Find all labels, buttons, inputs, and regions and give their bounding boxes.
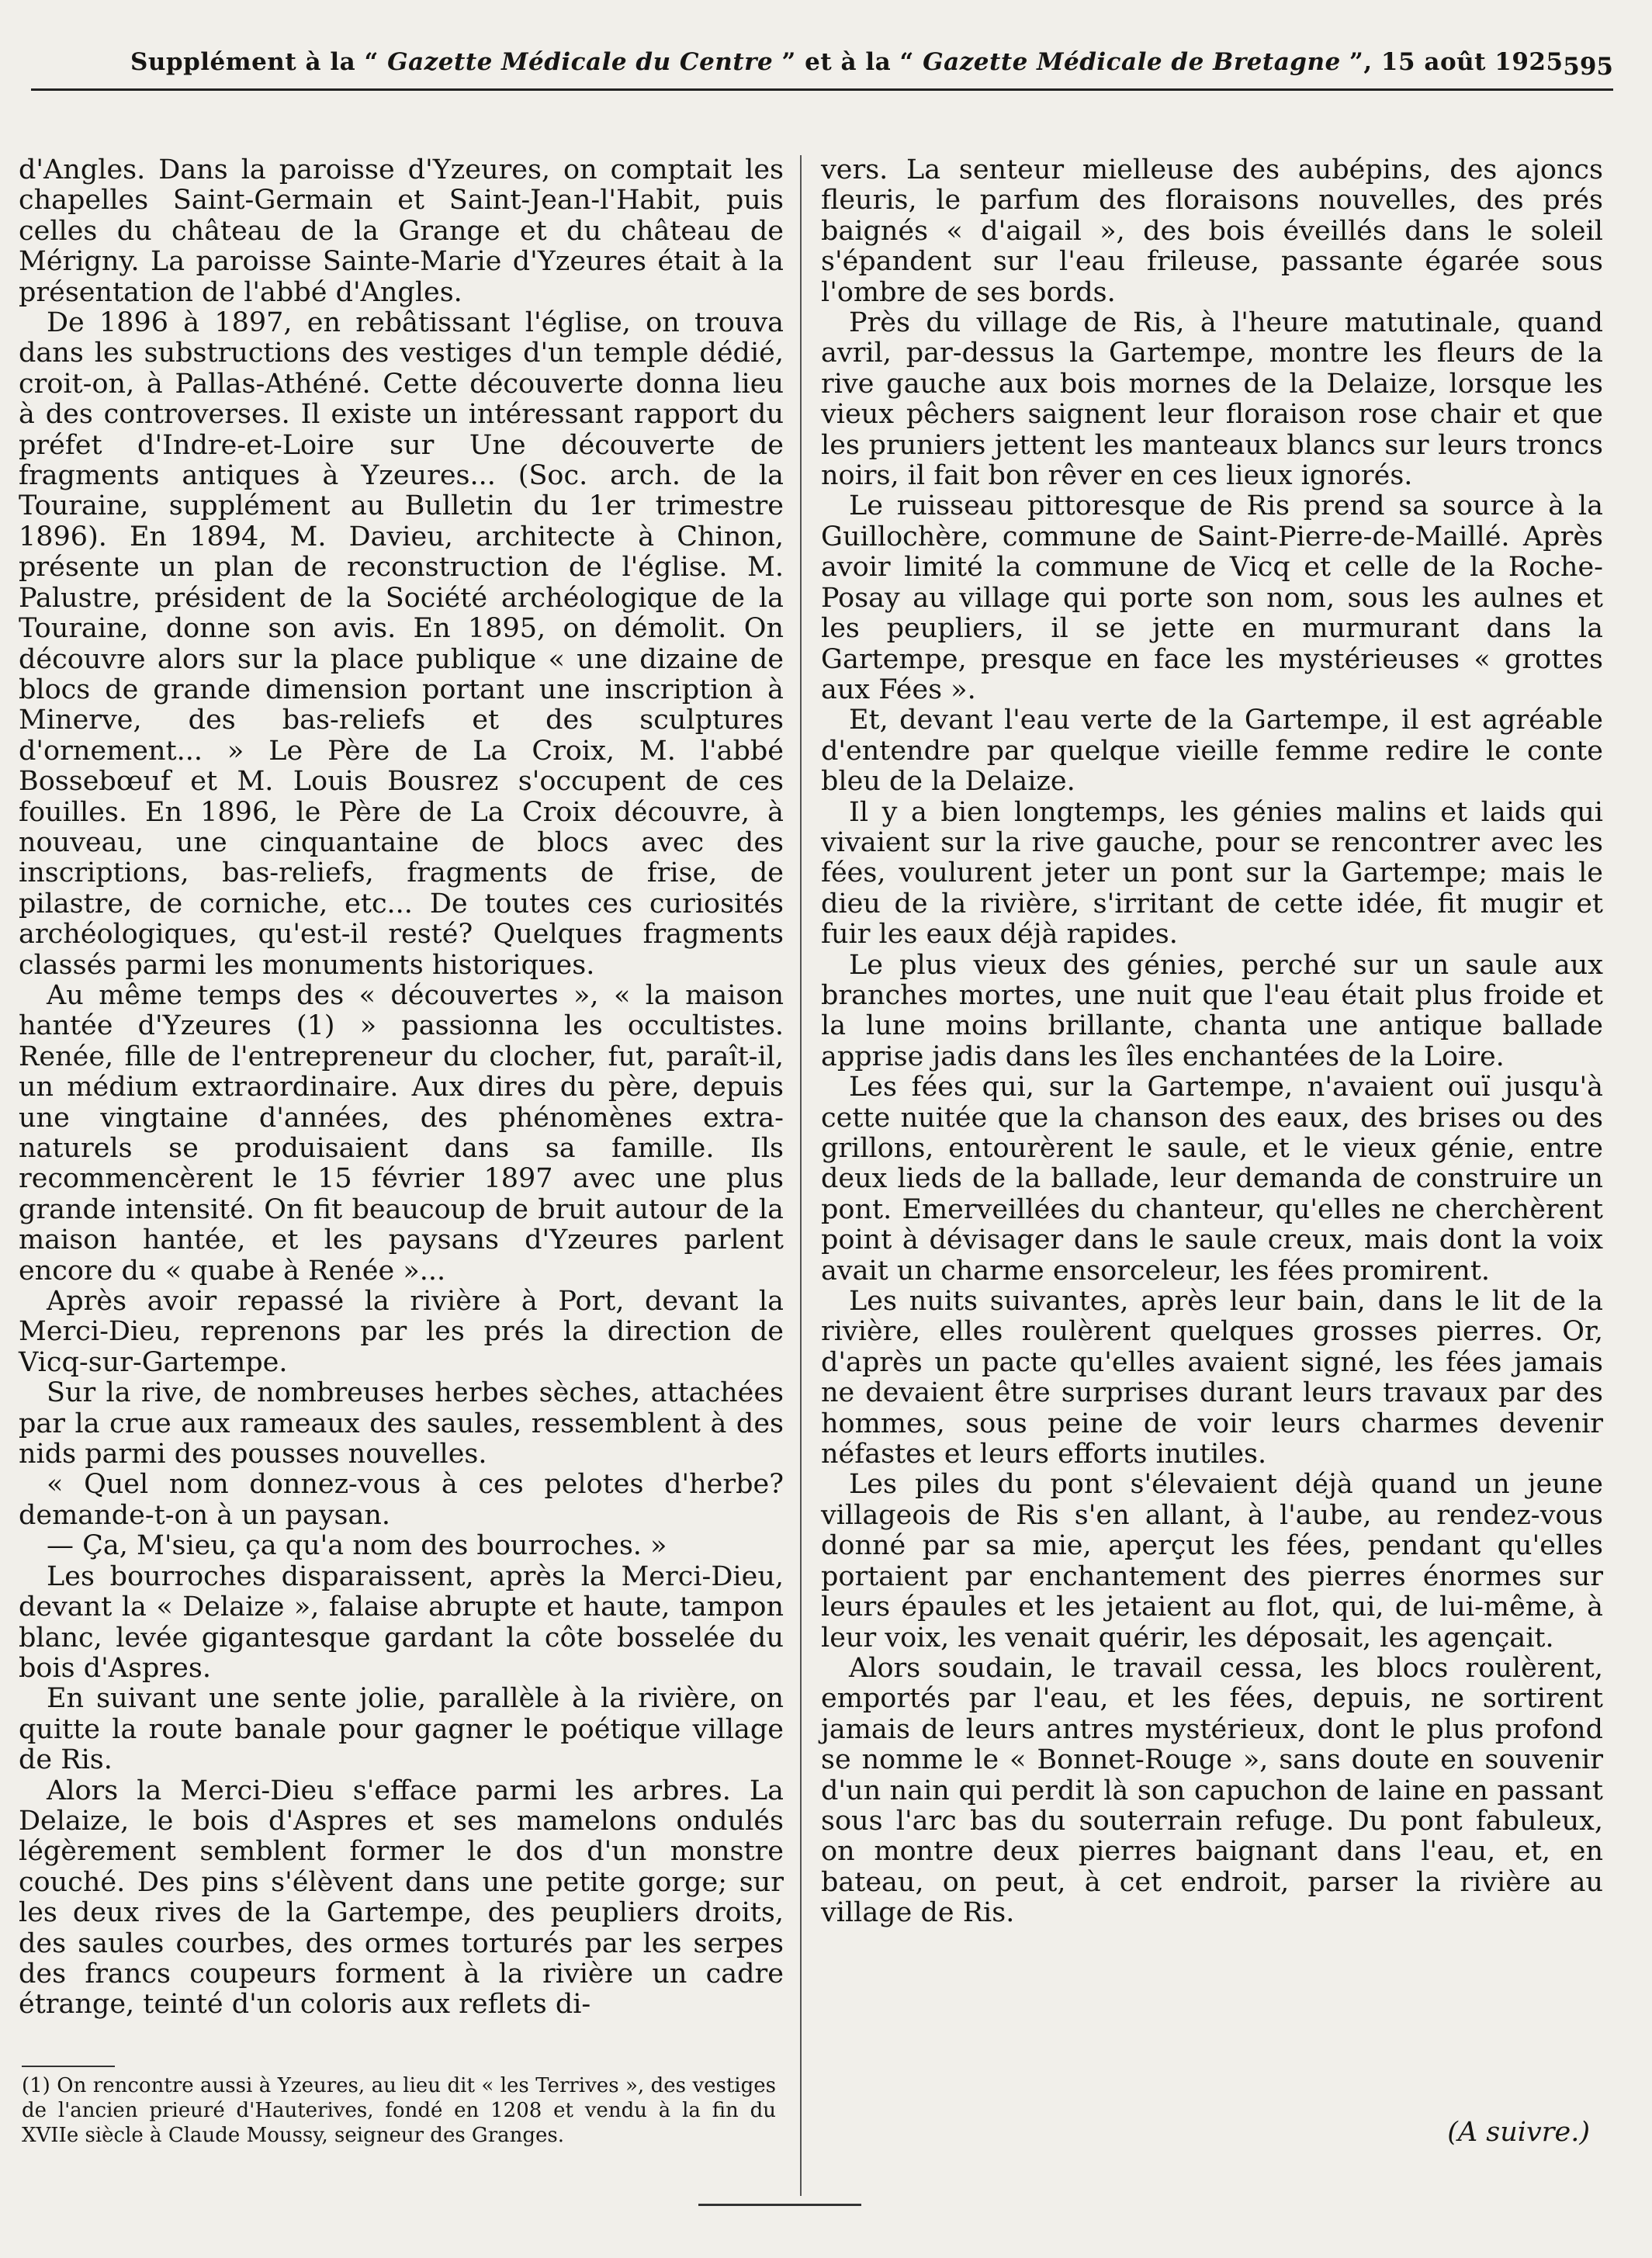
paragraph: Les nuits suivantes, après leur bain, dans le lit de la rivière, elles roulèrent quelques grosses pierres. Or, d'après un pacte qu'elles avaient signé, les fées jamais ne devaient être surprises durant leurs travaux par des hommes, sous peine de voir leurs charmes devenir néfastes et leurs efforts inutiles. [821,1286,1603,1470]
paragraph: d'Angles. Dans la paroisse d'Yzeures, on comptait les chapelles Saint-Germain et Saint-Jean-l'Habit, puis celles du château de la Grange et du château de Mérigny. La paroisse Sainte-Marie d'Yzeures était à la présentation de l'abbé d'Angles. [19,154,784,308]
footnote: (1) On rencontre aussi à Yzeures, au lieu dit « les Terrives », des vestiges de l'ancien prieuré d'Hauterives, fondé en 1208 et vendu à la fin du XVIIe siècle à Claude Moussy, seigneur des Granges. [22,2074,776,2147]
paragraph: Au même temps des « découvertes », « la maison hantée d'Yzeures (1) » passionna les occultistes. Renée, fille de l'entrepreneur du clocher, fut, paraît-il, un médium extraordinaire. Aux dires du père, depuis une vingtaine d'années, des phénomènes extra-naturels se produisaient dans sa famille. Ils recommencèrent le 15 février 1897 avec une plus grande intensité. On fit beaucoup de bruit autour de la maison hantée, et les paysans d'Yzeures parlent encore du « quabe à Renée »... [19,979,784,1287]
left-column [19,155,784,2021]
paragraph: Les bourroches disparaissent, après la Merci-Dieu, devant la « Delaize », falaise abrupte et haute, tampon blanc, levée gigantesque gardant la côte bosselée du bois d'Aspres. [19,1560,784,1684]
continuation-note: (A suivre.) [1447,2117,1590,2148]
paragraph: Alors la Merci-Dieu s'efface parmi les arbres. La Delaize, le bois d'Aspres et ses mamelons ondulés légèrement semblent former le dos d'un monstre couché. Des pins s'élèvent dans une petite gorge; sur les deux rives de la Gartempe, des peupliers droits, des saules courbes, des ormes torturés par les serpes des francs coupeurs forment à la rivière un cadre étrange, teinté d'un coloris aux reflets di- [19,1775,784,2021]
journal-name-bretagne: Gazette Médicale de Bretagne [923,48,1341,76]
paragraph: — Ça, M'sieu, ça qu'a nom des bourroches. » [47,1530,667,1562]
paragraph: Près du village de Ris, à l'heure matutinale, quand avril, par-dessus la Gartempe, montre les fleurs de la rive gauche aux bois mornes de la Delaize, lorsque les vieux pêchers saignent leur floraison rose chair et que les pruniers jettent les manteaux blancs sur leurs troncs noirs, il fait bon rêver en ces lieux ignorés. [821,307,1603,492]
paragraph: De 1896 à 1897, en rebâtissant l'église, on trouva dans les substructions des vestiges d'un temple dédié, croit-on, à Pallas-Athéné. Cette découverte donna lieu à des controverses. Il existe un intéressant rapport du préfet d'Indre-et-Loire sur Une découverte de fragments antiques à Yzeures... (Soc. arch. de la Touraine, supplément au Bulletin du 1er trimestre 1896). En 1894, M. Davieu, architecte à Chinon, présente un plan de reconstruction de l'église. M. Palustre, président de la Société archéologique de la Touraine, donne son avis. En 1895, on démolit. On découvre alors sur la place publique « une dizaine de blocs de grande dimension portant une inscription à Minerve, des bas-reliefs et des sculptures d'ornement... » Le Père de La Croix, M. l'abbé Bossebœuf et M. Louis Bousrez s'occupent de ces fouilles. En 1896, le Père de La Croix découvre, à nouveau, une cinquantaine de blocs avec des inscriptions, bas-reliefs, fragments de frise, de pilastre, de corniche, etc... De toutes ces curiosités archéologiques, qu'est-il resté? Quelques fragments classés parmi les monuments historiques. [19,307,784,981]
journal-name-centre: Gazette Médicale du Centre [387,48,774,76]
page-number: 595 [1563,53,1613,81]
paragraph: Le ruisseau pittoresque de Ris prend sa source à la Guillochère, commune de Saint-Pierre-de-Maillé. Après avoir limité la commune de Vicq et celle de la Roche-Posay au village qui porte son nom, sous les aulnes et les peupliers, il se jette en murmurant dans la Gartempe, presque en face les mystérieuses « grottes aux Fées ». [821,490,1603,705]
paragraph: Le plus vieux des génies, perché sur un saule aux branches mortes, une nuit que l'eau était plus froide et la lune moins brillante, chanta une antique ballade apprise jadis dans les îles enchantées de la Loire. [821,949,1603,1072]
paragraph: Sur la rive, de nombreuses herbes sèches, attachées par la crue aux rameaux des saules, ressemblent à des nids parmi des pousses nouvelles. [19,1377,784,1470]
running-header [31,48,1613,93]
paragraph: Il y a bien longtemps, les génies malins et laids qui vivaient sur la rive gauche, pour se rencontrer avec les fées, voulurent jeter un pont sur la Gartempe; mais le dieu de la rivière, s'irritant de cette idée, fit mugir et fuir les eaux déjà rapides. [821,796,1603,951]
column-divider [800,155,802,2196]
paragraph: Et, devant l'eau verte de la Gartempe, il est agréable d'entendre par quelque vieille femme redire le conte bleu de la Delaize. [821,705,1603,798]
footnote-rule [22,2066,115,2067]
paragraph: Alors soudain, le travail cessa, les blocs roulèrent, emportés par l'eau, et les fées, depuis, ne sortirent jamais de leurs antres mystérieux, dont le plus profond se nomme le « Bonnet-Rouge », sans doute en souvenir d'un nain qui perdit là son capuchon de laine en passant sous l'arc bas du souterrain refuge. Du pont fabuleux, on montre deux pierres baignant dans l'eau, et, en bateau, on peut, à cet endroit, parser la rivière au village de Ris. [821,1652,1603,1929]
paragraph: Les fées qui, sur la Gartempe, n'avaient ouï jusqu'à cette nuitée que la chanson des eaux, des brises ou des grillons, entourèrent le saule, et le vieux génie, entre deux lieds de la ballade, leur demanda de construire un pont. Emerveillées du chanteur, qu'elles ne cherchèrent point à dévisager dans le saule creux, mais dont la voix avait un charme ensorceleur, les fées promirent. [821,1072,1603,1287]
paragraph: vers. La senteur mielleuse des aubépins, des ajoncs fleuris, le parfum des floraisons nouvelles, des prés baignés « d'aigail », des bois éveillés dans le soleil s'épandent sur l'eau frileuse, passante égarée sous l'ombre de ses bords. [821,154,1603,308]
paragraph: En suivant une sente jolie, parallèle à la rivière, on quitte la route banale pour gagner le poétique village de Ris. [19,1683,784,1776]
header-rule [31,88,1613,91]
paragraph: « Quel nom donnez-vous à ces pelotes d'herbe? demande-t-on à un paysan. [19,1469,784,1531]
paragraph: Les piles du pont s'élevaient déjà quand un jeune villageois de Ris s'en allant, à l'aube, au rendez-vous donné par sa mie, aperçut les fées, pendant qu'elles portaient par enchantement des pierres énormes sur leurs épaules et les jetaient au flot, qui, de lui-même, à leur voix, les venait quérir, les déposait, les agençait. [821,1469,1603,1654]
right-column [821,155,1603,1929]
paragraph: Après avoir repassé la rivière à Port, devant la Merci-Dieu, reprenons par les prés la direction de Vicq-sur-Gartempe. [19,1286,784,1378]
header-title: Supplément à la “ Gazette Médicale du Centre ” et à la “ Gazette Médicale de Bretagne ”, 15 août 1925 [130,48,1564,76]
bottom-rule [698,2204,861,2206]
